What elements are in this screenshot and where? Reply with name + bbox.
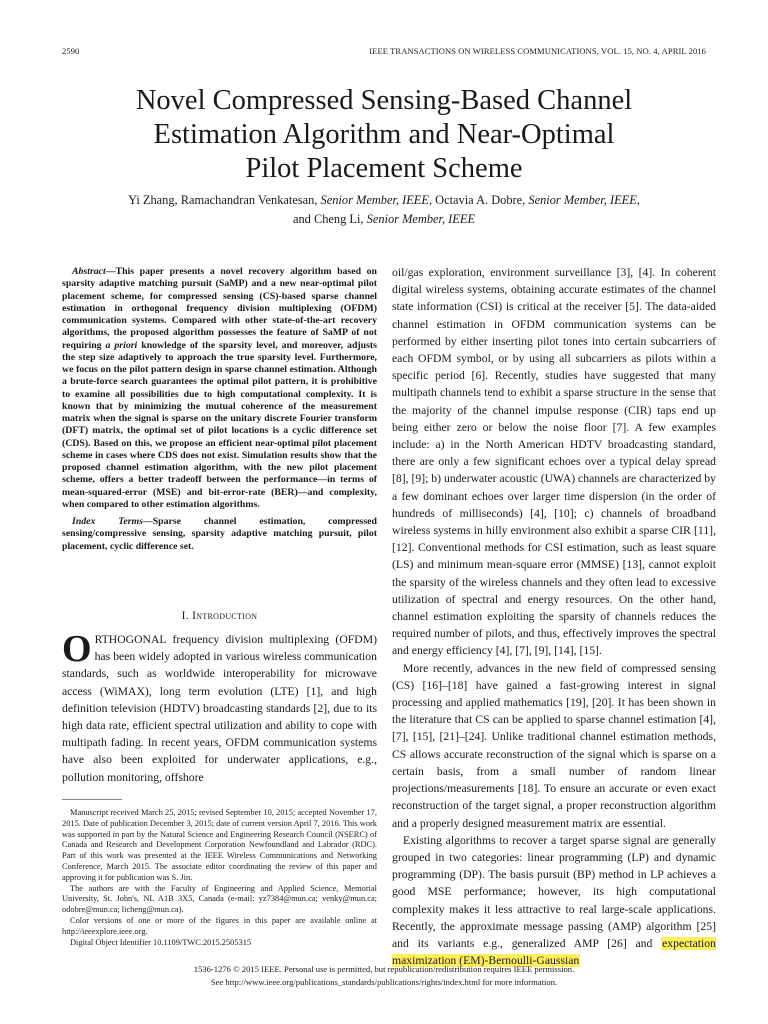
author-names: and Cheng Li, [292, 212, 367, 226]
abstract-text: —This paper presents a novel recovery algorithm based on sparsity adaptive matching pursuit (SaMP) and a new near-optimal pilot placement scheme, for compressed sensing (CS)-based sparse channel estimation in orthogonal frequency division multiplexing (OFDM) communication systems. Compared with other state-of-the-art recovery algorithms, the proposed algorithm possesses the feature of SaMP of not requiring [62, 266, 377, 351]
page-number: 2590 [62, 46, 80, 56]
author-grade: Senior Member, IEEE [320, 193, 429, 207]
intro-first-word: RTHOGONAL [94, 633, 167, 646]
footnote-paragraph: Manuscript received March 25, 2015; revised September 10, 2015; accepted November 17, 2015. Date of publication December 3, 2015; date of current version April 7, 2016. This work was supported in part by the Natural Science and Engineering Research Council (NSERC) of Canada and Research and Development Corporation Newfoundland and Labrador (RDC). Part of this work was presented at the IEEE Wireless Communications and Networking Conference, March 2015. The associate editor coordinating the review of this paper and approving it for publication was S. Jin. [62, 808, 377, 882]
rights-url-line: See http://www.ieee.org/publications_standards/publications/rights/index.html for more information. [210, 977, 558, 987]
author-list [60, 191, 708, 229]
abstract-text: knowledge of the sparsity level, and moreover, adjusts the step size adaptively to approach the true sparsity level. Furthermore, we focus on the pilot pattern design in sparse channel estimation. Although a brute-force search guarantees the optimal pilot pattern, it is prohibitive to examine all possibilities due to high computational complexity. It is known that by minimizing the mutual coherence of the measurement matrix when the signal is sparse on the unitary discrete Fourier transform (DFT) matrix, the optimal set of pilot locations is a cyclic difference set (CDS). Based on this, we propose an efficient near-optimal pilot placement scheme in cases where CDS does not exist. Simulation results show that the proposed channel estimation algorithm, with the new pilot placement scheme, offers a better tradeoff between the performance—in terms of mean-squared-error (MSE) and bit-error-rate (BER)—and complexity, when compared to other estimation algorithms. [62, 339, 377, 510]
copyright-line: 1536-1276 © 2015 IEEE. Personal use is permitted, but republication/redistribution requires IEEE permission. [193, 964, 575, 974]
body-paragraph [392, 832, 716, 970]
author-line [60, 210, 708, 229]
intro-paragraph [62, 628, 377, 786]
body-paragraph: oil/gas exploration, environment surveillance [3], [4]. In coherent digital wireless systems, obtaining accurate estimates of the channel state information (CSI) is critical at the receiver [5]. The data-aided channel estimation in OFDM communication systems can be performed by either inserting pilot tones into certain subcarriers of each OFDM symbol, or by using all subcarriers as pilots within a specific period [6]. Recently, studies have suggested that many multipath channels tend to exhibit a sparse structure in the sense that the majority of the channel impulse response (CIR) taps end up being either zero or below the noise floor [7]. A few examples include: a) in the North American HDTV broadcasting standard, there are only a few significant echoes over a typical delay spread [8], [9]; b) underwater acoustic (UWA) channels are characterized by a few dominant echoes over larger time dispersion (in the order of hundreds of milliseconds) [4], [10]; c) channels of broadband wireless systems in hilly environment also exhibit a sparse CIR [11], [12]. Conventional methods for CSI estimation, such as least square (LS) and minimum mean-square error (MMSE) [13], cannot exploit the sparsity of the wireless channels and they often lead to excessive utilization of spectral and energy resources. On the other hand, channel estimation exploiting the sparsity of channels reduces the required number of pilots, and thus, effectively improves the spectral and energy efficiency [4], [7], [9], [14], [15]. [392, 266, 716, 658]
author-line [60, 191, 708, 210]
journal-header: IEEE TRANSACTIONS ON WIRELESS COMMUNICATIONS, VOL. 15, NO. 4, APRIL 2016 [369, 46, 706, 56]
author-names: , Octavia A. Dobre, [428, 193, 529, 207]
drop-cap: O [62, 628, 92, 670]
doi: Digital Object Identifier 10.1109/TWC.2015.2505315 [70, 937, 252, 947]
highlighted-text[interactable]: expectation maximization (EM)-Bernoulli-Gaussian [392, 936, 716, 968]
right-column [392, 264, 716, 969]
abstract-label: Abstract [72, 266, 106, 277]
section-title: Introduction [192, 610, 258, 622]
title-line: Estimation Algorithm and Near-Optimal [153, 119, 615, 150]
section-number: I. [181, 610, 193, 622]
title-line: Pilot Placement Scheme [245, 153, 523, 184]
author-names: Yi Zhang, Ramachandran Venkatesan, [128, 193, 321, 207]
section-heading [62, 610, 377, 622]
author-grade: Senior Member, IEEE, [528, 193, 640, 207]
footnote [62, 808, 377, 948]
abstract-italic: a priori [105, 339, 138, 351]
intro-text: frequency division multiplexing (OFDM) has been widely adopted in various wireless communication standards, such as worldwide interoperability for microwave access (WiMAX), long term evolution (LTE) [1], and high definition television (HDTV) broadcasting standards [2], due to its high data rate, efficient spectral utilization and ability to cope with multipath fading. In recent years, OFDM communication systems have also been exploited for underwater applications, e.g., pollution monitoring, offshore [62, 633, 377, 784]
copyright-notice [60, 963, 708, 989]
footnote-paragraph: The authors are with the Faculty of Engineering and Applied Science, Memorial University, St. John's, NL A1B 3X5, Canada (e-mail: yz7384@mun.ca; venky@mun.ca; odobre@mun.ca; licheng@mun.ca). [62, 883, 377, 915]
paper-title [60, 84, 708, 186]
title-line: Novel Compressed Sensing-Based Channel [135, 85, 633, 116]
body-text: Existing algorithms to recover a target sparse signal are generally grouped in two categories: linear programming (LP) and dynamic programming (DP). The basis pursuit (BP) method in LP achieves a good MSE performance; however, its high computational complexity makes it less attractive to real large-scale applications. Recently, the approximate message passing (AMP) algorithm [25] and its variants e.g., generalized AMP [26] and [392, 833, 716, 950]
footnote-rule [62, 799, 122, 800]
abstract [62, 266, 377, 553]
body-paragraph: More recently, advances in the new field of compressed sensing (CS) [16]–[18] have gained a fast-growing interest in signal processing and applied mathematics [19], [20]. It has been shown in the literature that CS can be applied to sparse channel estimation [4], [7], [15], [21]–[24]. Unlike traditional channel estimation methods, CS allows accurate reconstruction of the signal which is sparse on a certain basis, from a small number of random linear projections/measurements [18]. To ensure an accurate or even exact reconstruction of the target signal, a proper reconstruction algorithm and a properly designed measurement matrix are essential. [392, 661, 716, 830]
index-terms-text: —Sparse channel estimation, compressed sensing/compressive sensing, sparsity adaptive matching pursuit, pilot placement, cyclic difference set. [62, 516, 377, 552]
index-terms-label: Index Terms [72, 516, 143, 527]
footnote-paragraph: Color versions of one or more of the figures in this paper are available online at http://ieeexplore.ieee.org. [62, 915, 377, 936]
author-grade: Senior Member, IEEE [366, 212, 476, 226]
